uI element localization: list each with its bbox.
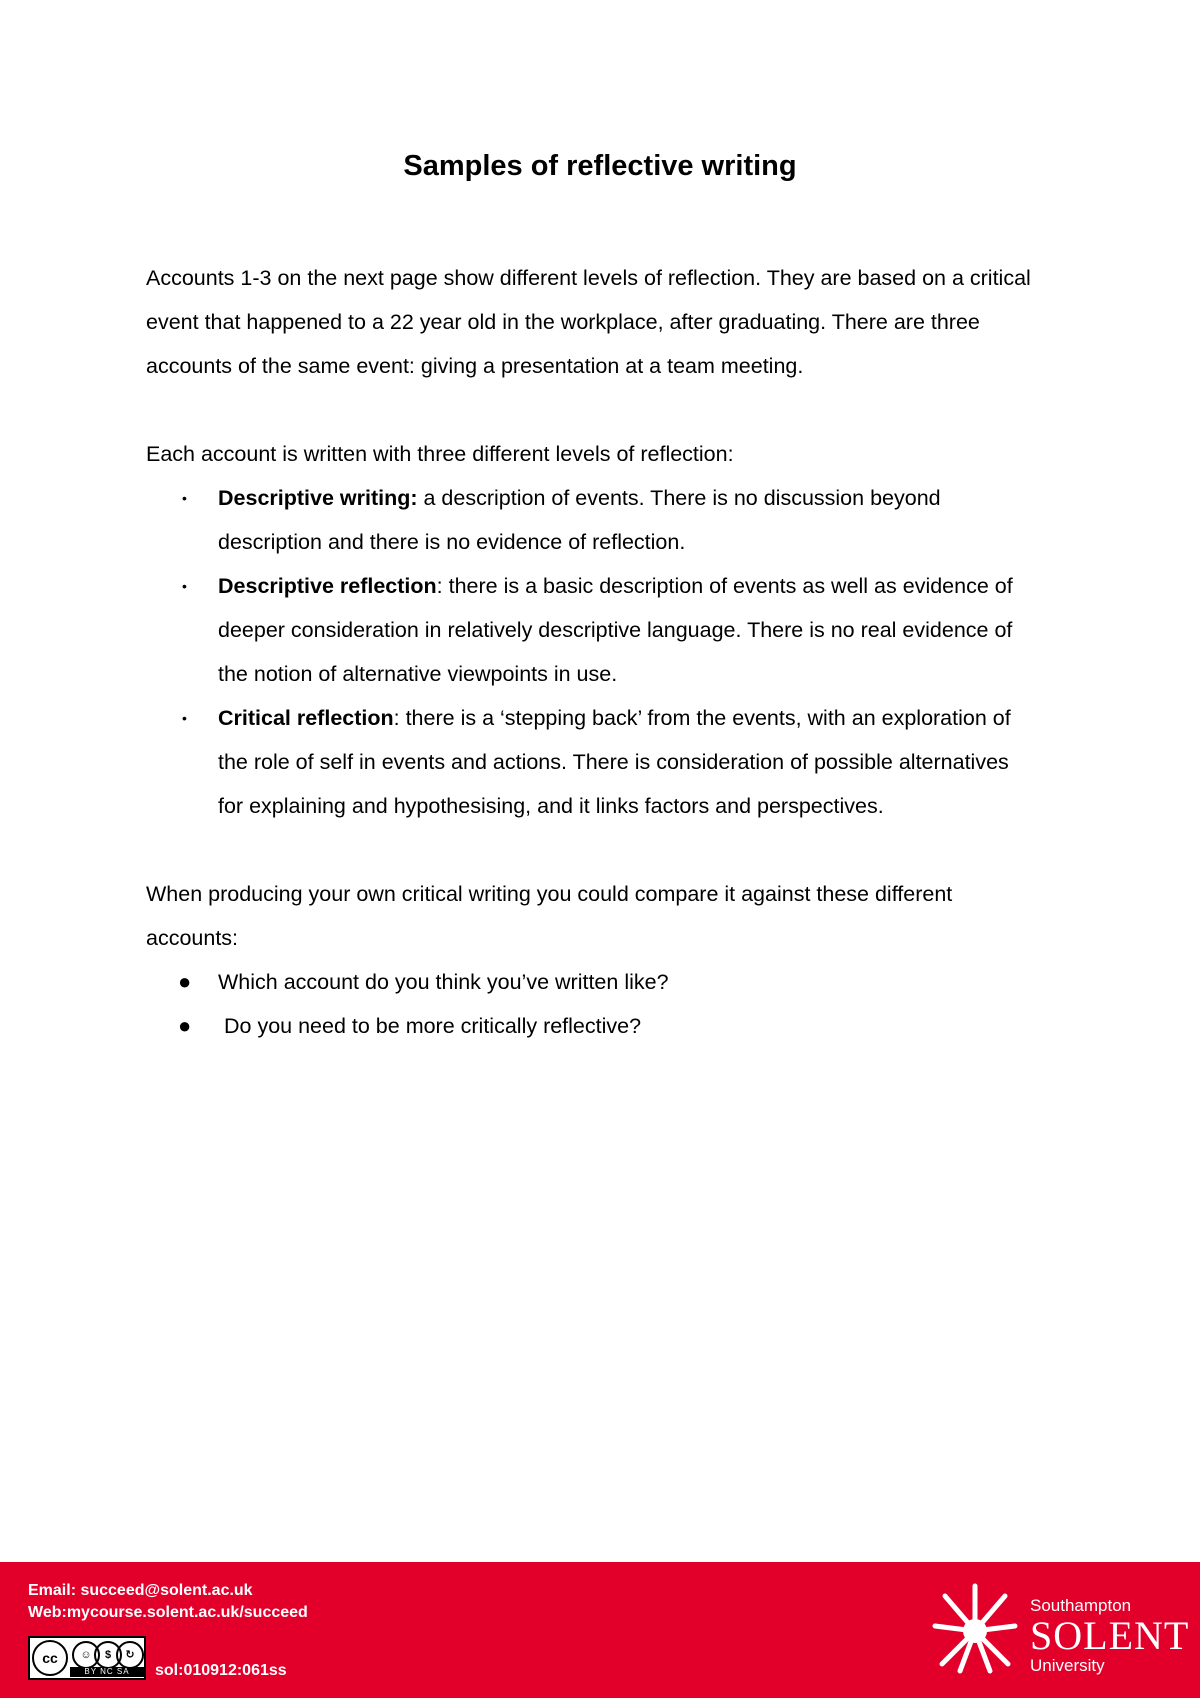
bullet-icon: ● [178, 1013, 192, 1038]
solent-university-logo [930, 1576, 1190, 1686]
page-title: Samples of reflective writing [403, 150, 797, 182]
intro-line-2: event that happened to a 22 year old in the workplace, after graduating. There are three [146, 310, 980, 334]
level-desc-line-3: for explaining and hypothesising, and it links factors and perspectives. [218, 794, 884, 818]
level-term: Descriptive writing: [218, 486, 418, 510]
compare-line-1: When producing your own critical writing you could compare it against these different [146, 882, 953, 906]
level-term: Descriptive reflection [218, 574, 437, 598]
levels-list [146, 476, 1066, 828]
document-body [146, 256, 1066, 1048]
attribution-icon: ☺ [72, 1641, 100, 1669]
sunburst-icon [930, 1576, 1020, 1676]
list-item [146, 564, 1066, 696]
level-term: Critical reflection [218, 706, 394, 730]
footer-banner [0, 1562, 1200, 1698]
cc-logo-icon: cc [32, 1640, 68, 1676]
sharealike-icon: ↻ [116, 1641, 144, 1669]
compare-line-2: accounts: [146, 926, 239, 950]
bullet-icon: • [182, 710, 187, 726]
intro-paragraph [146, 256, 1066, 388]
bullet-icon: ● [178, 969, 192, 994]
footer-contact [28, 1580, 308, 1624]
level-desc-line-1: : there is a basic description of events as well as evidence of [436, 574, 1013, 598]
list-item [146, 960, 1066, 1004]
level-desc-line-1: a description of events. There is no discussion beyond [423, 486, 941, 510]
intro-line-1: Accounts 1-3 on the next page show different levels of reflection. They are based on a critical [146, 266, 1031, 290]
intro-line-3: accounts of the same event: giving a presentation at a team meeting. [146, 354, 804, 378]
logo-wordmark [1030, 1596, 1189, 1676]
license-labels: BY NC SA [70, 1667, 144, 1677]
footer-email: Email: succeed@solent.ac.uk [28, 1582, 253, 1599]
level-desc-line-3: the notion of alternative viewpoints in use. [218, 662, 618, 686]
bullet-icon: • [182, 578, 187, 594]
level-desc-line-2: description and there is no evidence of reflection. [218, 530, 686, 554]
noncommercial-icon: $ [94, 1641, 122, 1669]
logo-name: SOLENT [1030, 1613, 1190, 1658]
level-desc-line-2: deeper consideration in relatively descriptive language. There is no real evidence of [218, 618, 1013, 642]
logo-university: University [1030, 1656, 1105, 1675]
question-text: Which account do you think you’ve written like? [218, 970, 669, 994]
compare-paragraph [146, 872, 1066, 960]
question-text: Do you need to be more critically reflective? [224, 1014, 642, 1038]
creative-commons-license-icon [28, 1636, 146, 1680]
list-item [146, 476, 1066, 564]
level-desc-line-1: : there is a ‘stepping back’ from the events, with an exploration of [393, 706, 1011, 730]
list-item [146, 1004, 1066, 1048]
bullet-icon: • [182, 490, 187, 506]
questions-list [146, 960, 1066, 1048]
level-desc-line-2: the role of self in events and actions. There is consideration of possible alternatives [218, 750, 1009, 774]
footer-web: Web:mycourse.solent.ac.uk/succeed [28, 1604, 308, 1621]
levels-intro: Each account is written with three different levels of reflection: [146, 442, 734, 466]
document-code: sol:010912:061ss [155, 1662, 287, 1679]
logo-city: Southampton [1030, 1596, 1132, 1615]
list-item [146, 696, 1066, 828]
